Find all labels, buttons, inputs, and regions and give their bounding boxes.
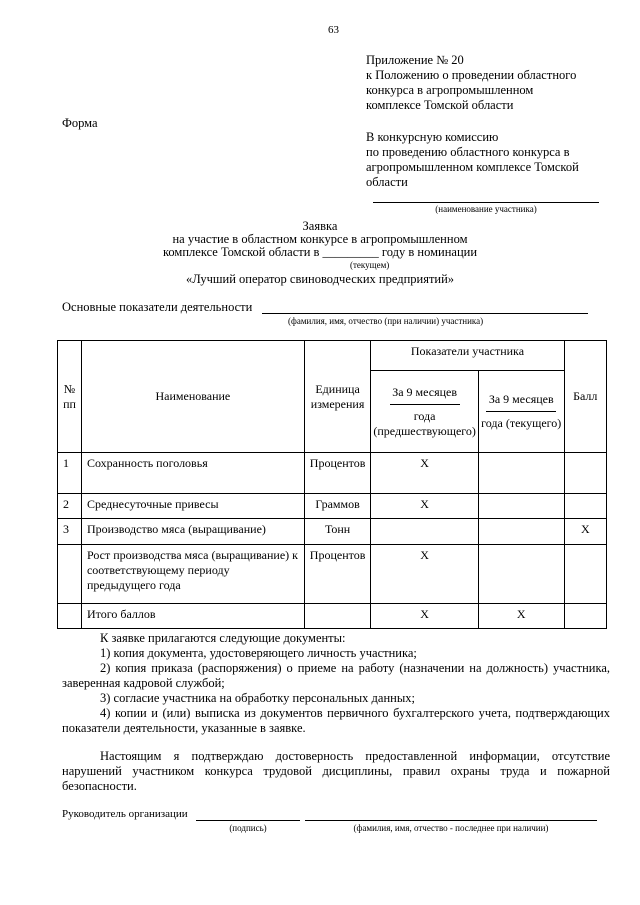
- appendix-block: [366, 53, 626, 113]
- appendix-line: комплексе Томской области: [366, 98, 514, 112]
- cell-prev: [371, 519, 479, 545]
- nomination: «Лучший оператор свиноводческих предприятий»: [185, 272, 455, 286]
- application-year-line: комплексе Томской области в _________ году в номинации: [162, 245, 478, 259]
- cell-cur: X: [478, 604, 564, 629]
- header-participant: Показатели участника: [371, 341, 564, 371]
- cell-unit: Граммов: [304, 494, 371, 519]
- cell-name: Среднесуточные привесы: [81, 494, 304, 519]
- cell-unit: Процентов: [304, 545, 371, 604]
- full-name-caption: (фамилия, имя, отчество - последнее при наличии): [353, 823, 549, 833]
- cell-cur: [478, 519, 564, 545]
- indicators-table: [57, 340, 607, 629]
- recipient-block: [366, 130, 626, 190]
- header-prev-year: года (предшествующего): [373, 408, 476, 438]
- appendix-line: к Положению о проведении областного: [366, 68, 577, 82]
- attachments-intro: К заявке прилагаются следующие документы:: [100, 631, 346, 645]
- cell-num: [58, 604, 82, 629]
- header-name: Наименование: [81, 341, 304, 453]
- header-score: Балл: [564, 341, 606, 453]
- form-label: Форма: [62, 116, 98, 130]
- header-prev-top: За 9 месяцев: [392, 384, 458, 399]
- cell-cur: [478, 453, 564, 494]
- cell-num: 3: [58, 519, 82, 545]
- recipient-line: области: [366, 175, 408, 189]
- attachment-item: 2) копия приказа (распоряжения) о приеме на работу (назначении на должность) участника, заверенная кадровой службой;: [62, 661, 610, 690]
- attachment-item: 3) согласие участника на обработку персональных данных;: [100, 691, 415, 705]
- header-cur-period: [478, 371, 564, 453]
- table-row: [58, 453, 607, 494]
- header-num: № пп: [58, 341, 82, 453]
- recipient-line: агропромышленном комплексе Томской: [366, 160, 579, 174]
- signature-line: [196, 820, 300, 821]
- cell-num: 2: [58, 494, 82, 519]
- table-row: [58, 519, 607, 545]
- cell-cur: [478, 494, 564, 519]
- cell-prev: X: [371, 604, 479, 629]
- table-row: [58, 494, 607, 519]
- cell-num: 1: [58, 453, 82, 494]
- recipient-line: по проведению областного конкурса в: [366, 145, 570, 159]
- header-prev-period: [371, 371, 479, 453]
- indicators-label: Основные показатели деятельности: [62, 300, 253, 314]
- cell-name: Сохранность поголовья: [81, 453, 304, 494]
- cell-score: X: [564, 519, 606, 545]
- cell-cur: [478, 545, 564, 604]
- recipient-line: В конкурсную комиссию: [366, 130, 499, 144]
- table-row: [58, 604, 607, 629]
- signature-caption: (подпись): [229, 823, 267, 833]
- cell-name: Рост производства мяса (выращивание) к соответствующему периоду предыдущего года: [81, 545, 304, 604]
- cell-score: [564, 453, 606, 494]
- header-cur-top: За 9 месяцев: [488, 392, 554, 406]
- confirmation-text: Настоящим я подтверждаю достоверность предоставленной информации, отсутствие нарушений участником конкурса трудовой дисциплины, правил охраны труда и пожарной безопасности.: [62, 749, 610, 793]
- full-name-line: [305, 820, 597, 821]
- appendix-line: Приложение № 20: [366, 53, 464, 67]
- cell-name: Производство мяса (выращивание): [81, 519, 304, 545]
- cell-unit: [304, 604, 371, 629]
- cell-score: [564, 604, 606, 629]
- cell-prev: X: [371, 494, 479, 519]
- cell-score: [564, 545, 606, 604]
- indicators-caption: (фамилия, имя, отчество (при наличии) участника): [288, 316, 484, 326]
- cell-score: [564, 494, 606, 519]
- page-number: 63: [328, 24, 339, 36]
- signature-label: Руководитель организации: [62, 808, 188, 820]
- participant-caption: (наименование участника): [435, 204, 537, 214]
- cell-name: Итого баллов: [81, 604, 304, 629]
- indicators-line: [262, 313, 588, 314]
- cell-unit: Процентов: [304, 453, 371, 494]
- appendix-line: конкурса в агропромышленном: [366, 83, 534, 97]
- year-caption: (текущем): [350, 260, 390, 270]
- cell-num: [58, 545, 82, 604]
- cell-unit: Тонн: [304, 519, 371, 545]
- table-row: [58, 545, 607, 604]
- application-title: Заявка: [302, 219, 338, 233]
- cell-prev: X: [371, 545, 479, 604]
- cell-prev: X: [371, 453, 479, 494]
- header-unit: Единица измерения: [304, 341, 371, 453]
- attachment-item: 4) копии и (или) выписка из документов первичного бухгалтерского учета, подтверждающих показатели деятельности, указанные в заявке.: [62, 706, 610, 735]
- application-line: на участие в областном конкурсе в агропромышленном: [172, 232, 468, 246]
- attachment-item: 1) копия документа, удостоверяющего личность участника;: [100, 646, 417, 660]
- participant-name-line: [373, 202, 599, 203]
- header-cur-year: года (текущего): [481, 416, 562, 430]
